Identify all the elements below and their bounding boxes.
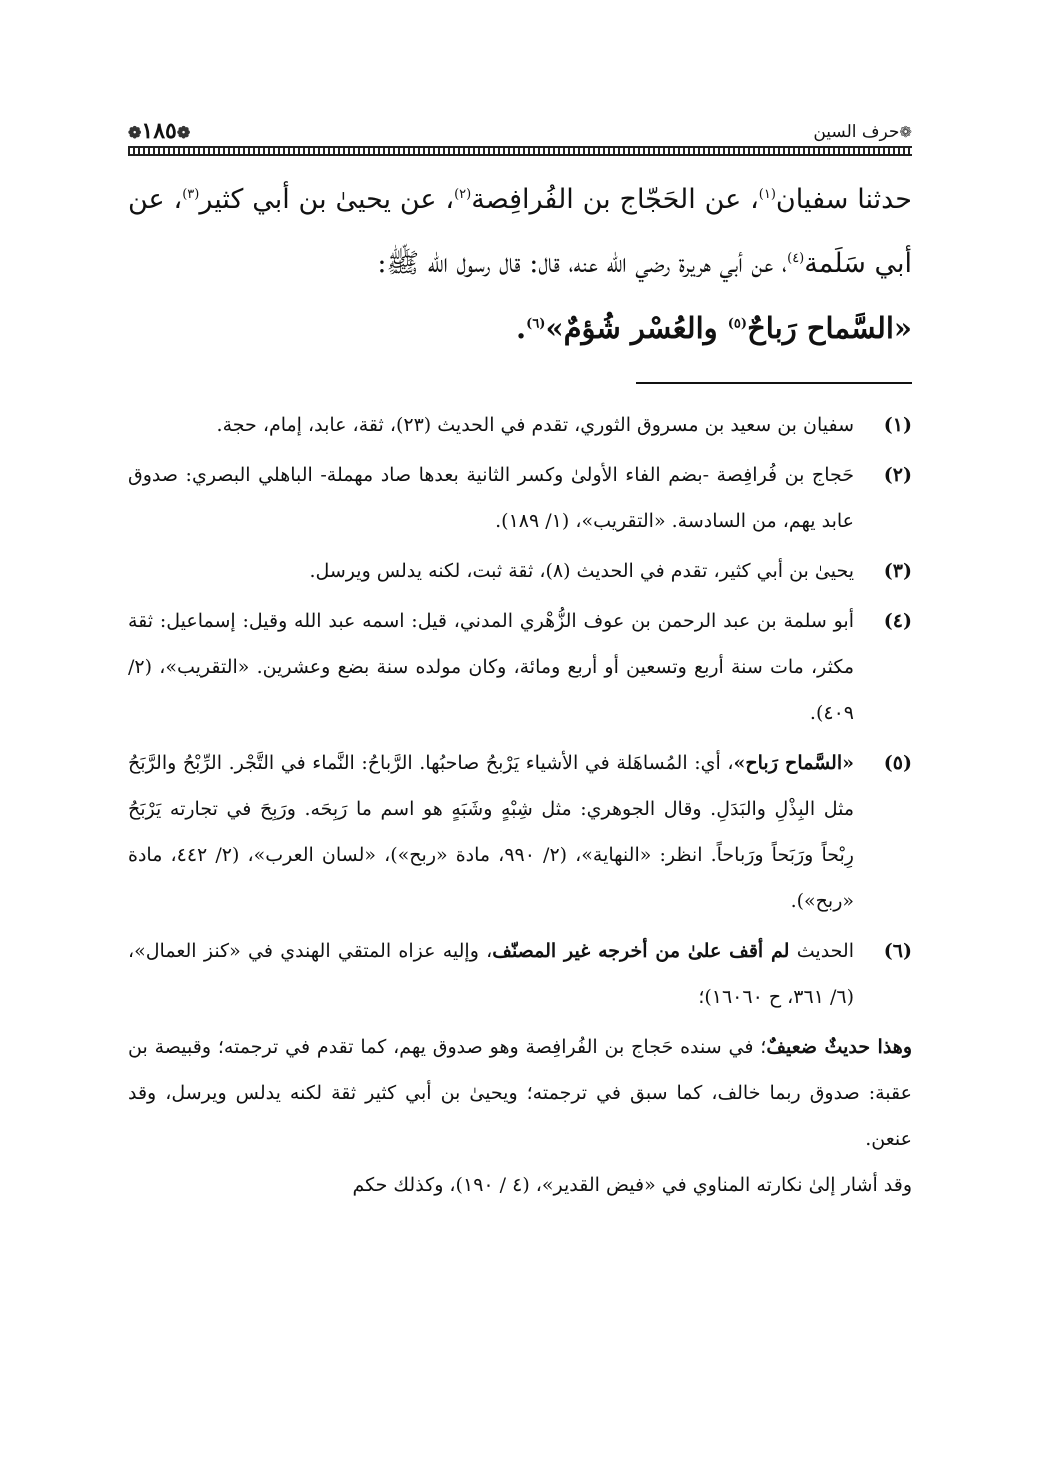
footnote-text: يحيىٰ بن أبي كثير، تقدم في الحديث (٨)، ثقة ثبت، لكنه يدلس ويرسل. [309,560,854,582]
footnote-text: سفيان بن سعيد بن مسروق الثوري، تقدم في الحديث (٢٣)، ثقة، عابد، إمام، حجة. [216,414,854,436]
footnote-item [128,402,912,448]
footnote-item [128,598,912,736]
footnote-separator [636,382,912,384]
hadith-text: «السَّماح رَباحٌ$^{(٥)}$ والعُسْر شُؤمٌ»$^{(٦)}$. [516,311,912,345]
commentary [128,1024,912,1208]
footnote-keyword: لم أقف علىٰ من أخرجه غير المصنّف [492,940,790,962]
header-rule [128,146,912,156]
footnote-number: (٣) [883,560,912,582]
ornament-icon: ❁ [128,123,142,142]
footnote-number: (١) [883,414,912,436]
isnad-paragraph: حدثنا سفيان$^{(١)}$، عن الحَجّاج بن الفُرافِصة$^{(٢)}$، عن يحيىٰ بن أبي كثير$^{(٣)}$، عن أبي سَلَمة$^{(٤)}$، عن أبي هريرة رضي الله عنه، قال: قال رسول الله ﷺ: [128,184,912,279]
footnote-text: «السَّماح رَباح»، أي: المُساهَلة في الأشياء يَرْبحُ صاحبُها. الرَّباحُ: النَّماء في التَّجْر. الرِّبْحُ والرَّبَحُ مثل البِذْلِ والبَدَلِ. وقال الجوهري: مثل شِبْهٍ وشَبَهٍ هو اسم ما رَبِحَه. ورَبِحَ في تجارته يَرْبَحُ رِبْحاً ورَبَحاً ورَباحاً. انظر: «النهاية»، (٢/ ٩٩٠، مادة «ربح»)، «لسان العرب»، (٢/ ٤٤٢، مادة «ربح»). [128,752,854,912]
grading-text: وهذا حديثٌ ضعيفٌ [766,1036,912,1058]
main-text [128,168,912,360]
footnote-text: أبو سلمة بن عبد الرحمن بن عوف الزُّهْري المدني، قيل: اسمه عبد الله وقيل: إسماعيل: ثقة مكثر، مات سنة أربع وتسعين أو أربع ومائة، وكان مولده سنة بضع وعشرين. «التقريب»، (٢/ ٤٠٩). [128,610,854,724]
footnote-ref[interactable]: (٦) [526,316,546,332]
footnote-text: الحديث لم أقف علىٰ من أخرجه غير المصنّف، وإليه عزاه المتقي الهندي في «كنز العمال»، (٦/ ٣٦١، ح ١٦٠٦٠)؛ [128,940,854,1008]
footnotes [128,402,912,1208]
footnote-number: (٦) [883,940,912,962]
ornament-icon: ❁ [176,123,191,142]
footnote-number: (٤) [883,610,912,632]
footnote-item [128,452,912,544]
footnote-ref[interactable]: (٢) [454,187,472,202]
footnote-ref[interactable]: (١) [758,187,776,202]
footnote-item [128,548,912,594]
footnote-ref[interactable]: (٣) [182,187,200,202]
footnote-ref[interactable]: (٥) [727,316,748,332]
page-number: ❁١٨٥❁ [128,118,191,144]
footnote-text: حَجاج بن فُرافِصة -بضم الفاء الأولىٰ وكسر الثانية بعدها صاد مهملة- الباهلي البصري: صدوق عابد يهم، من السادسة. «التقريب»، (١/ ١٨٩). [128,464,854,532]
footnote-item [128,740,912,924]
footnote-keyword: «السَّماح رَباح» [733,752,854,774]
commentary-paragraph: وقد أشار إلىٰ نكارته المناوي في «فيض القدير»، (٤ / ١٩٠)، وكذلك حكم [352,1174,912,1196]
ornament-icon: ❁ [899,123,912,141]
footnote-number: (٥) [883,752,912,774]
footnote-number: (٢) [883,464,912,486]
commentary-paragraph: وهذا حديثٌ ضعيفٌ؛ في سنده حَجاج بن الفُرافِصة وهو صدوق يهم، كما تقدم في ترجمته؛ وقبيصة بن عقبة: صدوق ربما خالف، كما سبق في ترجمته؛ ويحيىٰ بن أبي كثير ثقة لكنه يدلس ويرسل، وقد عنعن. [128,1036,912,1150]
page-header [128,110,912,160]
footnote-item [128,928,912,1020]
footnote-ref[interactable]: (٤) [787,251,805,266]
chapter-title: ❁حرف السين [813,122,912,142]
